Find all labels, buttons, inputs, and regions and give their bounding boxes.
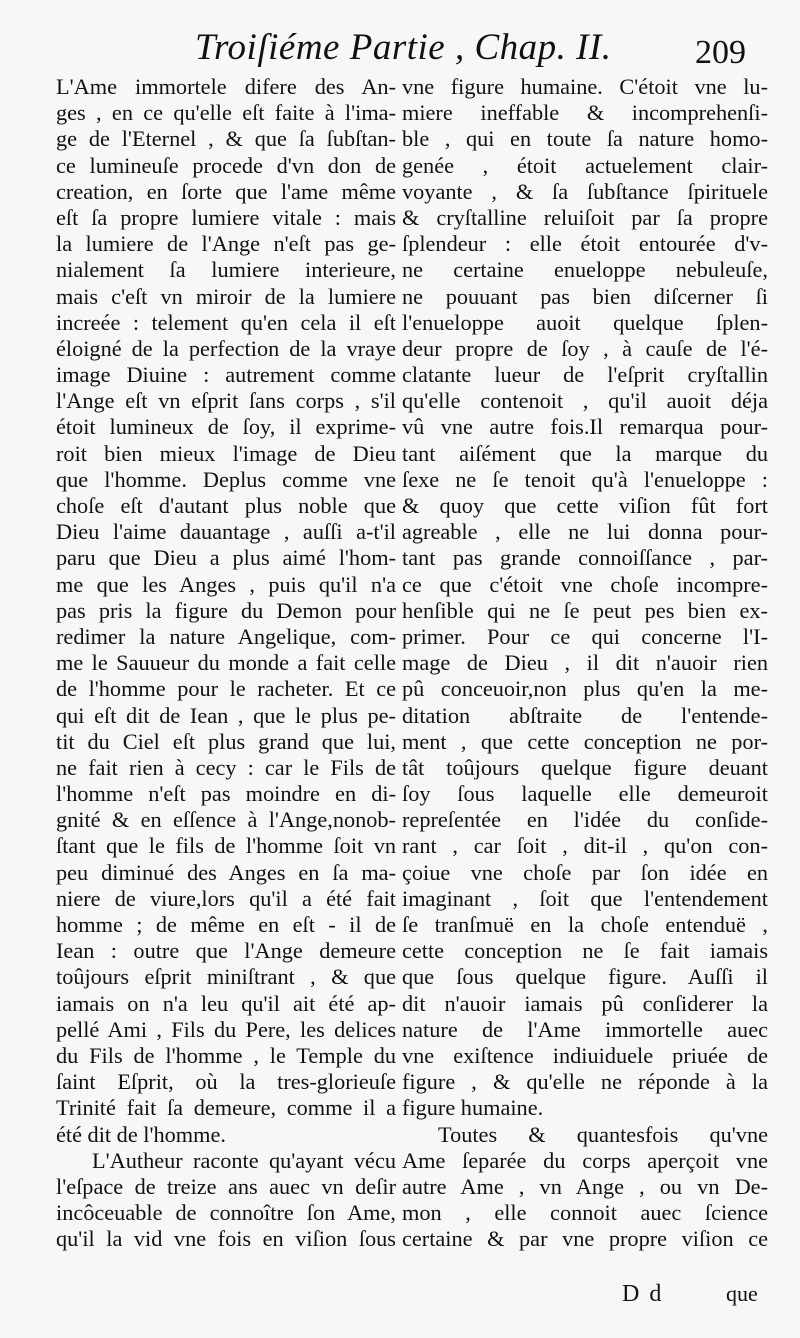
text-line: gnité & en eſſence à l'Ange,nonob- xyxy=(56,807,396,833)
text-line: étoit lumineux de ſoy, il exprime- xyxy=(56,414,396,440)
text-line: qu'il la vid vne fois en viſion ſous xyxy=(56,1226,396,1252)
text-line: imaginant , ſoit que l'entendement xyxy=(402,885,768,911)
text-line: qui eſt dit de Iean , que le plus pe- xyxy=(56,702,396,728)
text-line: ſoy ſous laquelle elle demeuroit xyxy=(402,781,768,807)
text-line: Dieu l'aime dauantage , auſſi a-t'il xyxy=(56,519,396,545)
text-line: henſible qui ne ſe peut pes bien ex- xyxy=(402,597,768,623)
text-line: tât toûjours quelque figure deuant xyxy=(402,754,768,780)
text-line: agreable , elle ne lui donna pour- xyxy=(402,519,768,545)
text-line: nialement ſa lumiere interieure, xyxy=(56,257,396,283)
text-line: Ame ſeparée du corps aperçoit vne xyxy=(402,1147,768,1173)
text-line: & quoy que cette viſion fût fort xyxy=(402,493,768,518)
text-line: cette conception ne ſe fait iamais xyxy=(402,938,768,964)
text-line: image Diuine : autrement comme xyxy=(56,362,396,388)
text-line: pû conceuoir,non plus qu'en la me- xyxy=(402,676,768,702)
text-line: figure , & qu'elle ne réponde à la xyxy=(402,1069,768,1095)
text-line: roit bien mieux l'image de Dieu xyxy=(56,440,396,466)
text-line: ne pouuant pas bien diſcerner ſi xyxy=(402,283,768,309)
text-line: miere ineffable & incomprehenſi- xyxy=(402,100,768,126)
text-line: l'Ange eſt vn eſprit ſans corps , s'il xyxy=(56,388,396,414)
text-line: L'Ame immortele difere des An- xyxy=(56,74,396,99)
page-number: 209 xyxy=(695,34,746,71)
text-line: dit n'auoir iamais pû conſiderer la xyxy=(402,990,768,1016)
text-line: voyante , & ſa ſubſtance ſpirituele xyxy=(402,178,768,204)
text-line: pas pris la figure du Demon pour xyxy=(56,597,396,623)
text-line: choſe eſt d'autant plus noble que xyxy=(56,493,396,518)
text-line: été dit de l'homme. xyxy=(56,1121,226,1147)
text-line: ges , en ce qu'elle eſt faite à l'ima- xyxy=(56,100,396,126)
signature-mark: D d xyxy=(622,1281,664,1307)
text-line: que ſous quelque figure. Auſſi il xyxy=(402,964,768,990)
text-line: toûjours eſprit miniſtrant , & que xyxy=(56,964,396,990)
text-line: repreſentée en l'idée du conſide- xyxy=(402,807,768,833)
text-line: certaine & par vne propre viſion ce xyxy=(402,1226,768,1252)
text-line: tant aiſément que la marque du xyxy=(402,440,768,466)
text-line: tit du Ciel eſt plus grand que lui, xyxy=(56,728,396,754)
text-line: me le Sauueur du monde a fait celle xyxy=(56,650,396,676)
left-text-column xyxy=(56,74,396,1252)
text-line: redimer la nature Angelique, com- xyxy=(56,623,396,649)
text-line: pellé Ami , Fils du Pere, les delices xyxy=(56,1016,396,1042)
text-line: ce que c'étoit vne choſe incompre- xyxy=(402,571,768,597)
text-line: homme ; de même en eſt - il de xyxy=(56,912,396,937)
text-line: paru que Dieu a plus aimé l'hom- xyxy=(56,545,396,571)
text-line: Toutes & quantesfois qu'vne xyxy=(438,1121,768,1147)
text-line: ne fait rien à cecy : car le Fils de xyxy=(56,754,396,780)
text-line: ge de l'Eternel , & que ſa ſubſtan- xyxy=(56,126,396,152)
text-line: Trinité fait ſa demeure, comme il a xyxy=(56,1095,396,1121)
text-line: creation, en ſorte que l'ame même xyxy=(56,178,396,204)
text-line: eſt ſa propre lumiere vitale : mais xyxy=(56,204,396,230)
page-header xyxy=(0,14,800,78)
text-line: & cryſtalline reluiſoit par ſa propre xyxy=(402,204,768,230)
right-text-column xyxy=(402,74,768,1252)
text-line: ſe tranſmuë en la choſe entenduë , xyxy=(402,912,768,937)
text-line: du Fils de l'homme , le Temple du xyxy=(56,1042,396,1068)
text-line: ne certaine enueloppe nebuleuſe, xyxy=(402,257,768,283)
text-line: que l'homme. Deplus comme vne xyxy=(56,466,396,492)
text-line: l'homme n'eſt pas moindre en di- xyxy=(56,781,396,807)
text-line: nature de l'Ame immortelle auec xyxy=(402,1016,768,1042)
text-line: ſtant que le fils de l'homme ſoit vn xyxy=(56,833,396,859)
text-line: ce lumineuſe procede d'vn don de xyxy=(56,152,396,178)
text-line: çoiue vne choſe par ſon idée en xyxy=(402,859,768,885)
text-line: mais c'eſt vn miroir de la lumiere xyxy=(56,283,396,309)
text-line: mage de Dieu , il dit n'auoir rien xyxy=(402,650,768,676)
text-line: incôceuable de connoître ſon Ame, xyxy=(56,1200,396,1226)
text-line: clatante lueur de l'eſprit cryſtallin xyxy=(402,362,768,388)
running-title: Troiſiéme Partie , Chap. II. xyxy=(195,27,612,68)
text-line: Iean : outre que l'Ange demeure xyxy=(56,938,396,964)
text-line: éloigné de la perfection de la vraye xyxy=(56,335,396,361)
text-line: L'Autheur raconte qu'ayant vécu xyxy=(92,1147,396,1173)
text-line: vne exiſtence indiuiduele priuée de xyxy=(402,1042,768,1068)
text-line: la lumiere de l'Ange n'eſt pas ge- xyxy=(56,231,396,257)
text-line: peu diminué des Anges en ſa ma- xyxy=(56,859,396,885)
text-line: de l'homme pour le racheter. Et ce xyxy=(56,676,396,702)
text-line: increée : telement qu'en cela il eſt xyxy=(56,309,396,335)
text-line: iamais on n'a leu qu'il ait été ap- xyxy=(56,990,396,1016)
text-line: ble , qui en toute ſa nature homo- xyxy=(402,126,768,152)
text-line: primer. Pour ce qui concerne l'I- xyxy=(402,623,768,649)
text-line: ſaint Eſprit, où la tres-glorieuſe xyxy=(56,1069,396,1095)
text-line: tant pas grande connoiſſance , par- xyxy=(402,545,768,571)
text-line: ſplendeur : elle étoit entourée d'v- xyxy=(402,231,768,257)
text-line: ment , que cette conception ne por- xyxy=(402,728,768,754)
text-line: rant , car ſoit , dit-il , qu'on con- xyxy=(402,833,768,859)
page-footer xyxy=(0,1278,800,1318)
text-line: me que les Anges , puis qu'il n'a xyxy=(56,571,396,597)
text-line: vû vne autre fois.Il remarqua pour- xyxy=(402,414,768,440)
text-line: qu'elle contenoit , qu'il auoit déja xyxy=(402,388,768,414)
text-line: l'eſpace de treize ans auec vn deſir xyxy=(56,1173,396,1199)
text-line: vne figure humaine. C'étoit vne lu- xyxy=(402,74,768,99)
text-line: ſexe ne ſe tenoit qu'à l'enueloppe : xyxy=(402,466,768,492)
text-line: deur propre de ſoy , à cauſe de l'é- xyxy=(402,335,768,361)
text-line: ditation abſtraite de l'entende- xyxy=(402,702,768,728)
catchword: que xyxy=(726,1281,758,1306)
text-line: niere de viure,lors qu'il a été fait xyxy=(56,885,396,911)
text-line: autre Ame , vn Ange , ou vn De- xyxy=(402,1173,768,1199)
text-line: figure humaine. xyxy=(402,1095,544,1121)
text-line: genée , étoit actuelement clair- xyxy=(402,152,768,178)
text-line: l'enueloppe auoit quelque ſplen- xyxy=(402,309,768,335)
text-line: mon , elle connoit auec ſcience xyxy=(402,1200,768,1226)
